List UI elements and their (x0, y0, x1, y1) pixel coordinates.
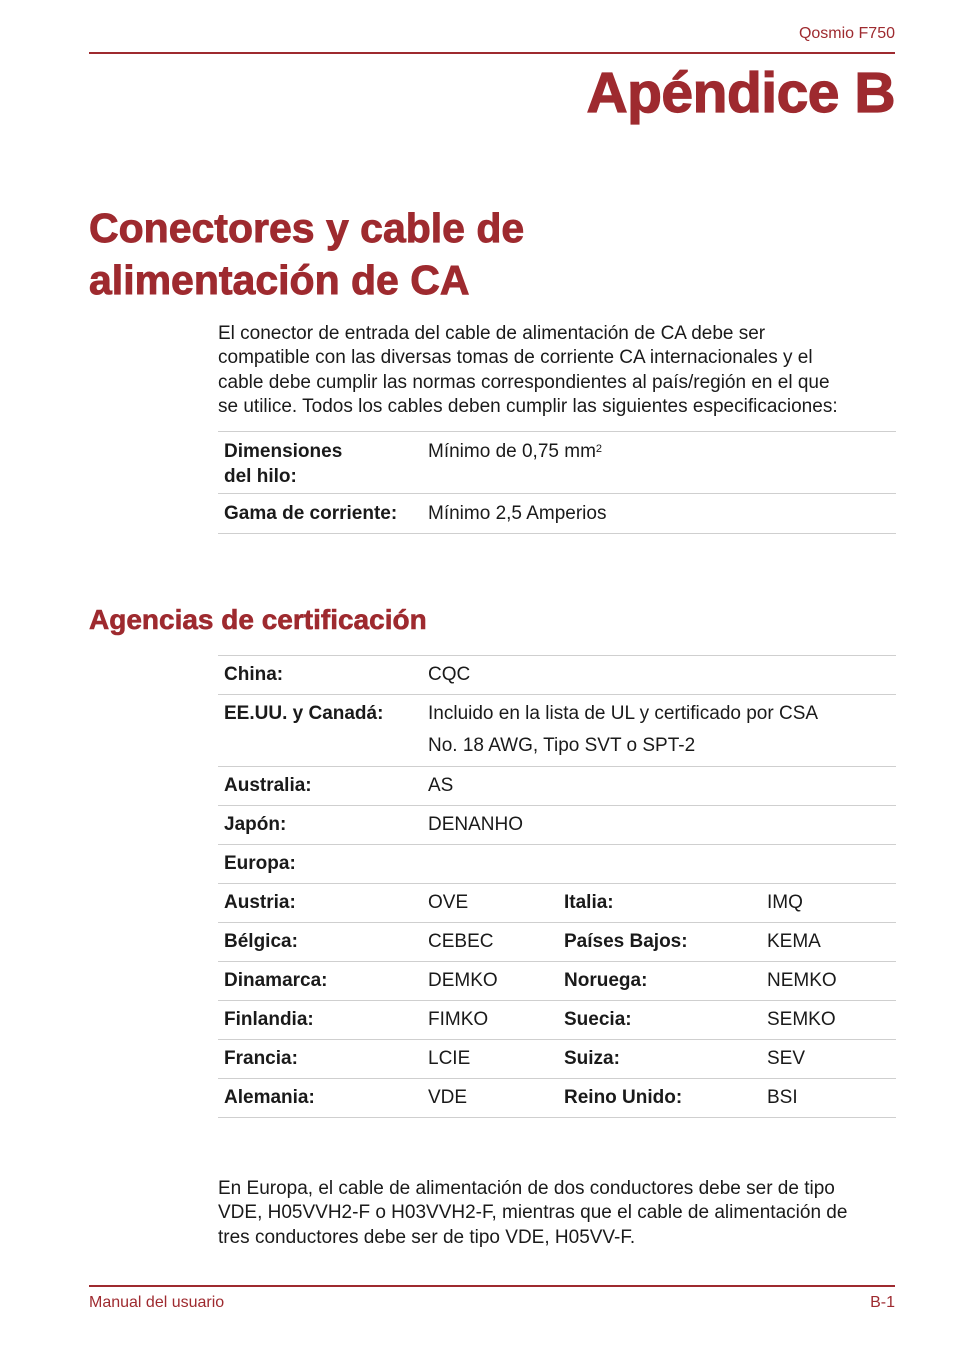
agency-value: DENANHO (422, 806, 896, 845)
country-label: China: (218, 656, 422, 695)
intro-line: cable debe cumplir las normas correspondientes al país/región en el que (218, 371, 830, 393)
spec-value (422, 432, 896, 494)
country-label: Italia: (558, 884, 761, 923)
agency-value: VDE (422, 1079, 558, 1118)
section-title-line: alimentación de CA (89, 257, 470, 303)
table-row (218, 494, 896, 534)
agency-value: CEBEC (422, 923, 558, 962)
spec-value: Mínimo 2,5 Amperios (422, 494, 896, 534)
spec-table (218, 431, 896, 534)
table-row (218, 806, 896, 845)
table-row (218, 695, 896, 767)
agency-value-line: No. 18 AWG, Tipo SVT o SPT-2 (428, 735, 696, 756)
country-label: Dinamarca: (218, 962, 422, 1001)
table-row (218, 656, 896, 695)
country-label: Suecia: (558, 1001, 761, 1040)
spec-label (218, 432, 422, 494)
certification-table (218, 655, 896, 1118)
country-label: Países Bajos: (558, 923, 761, 962)
country-label: Australia: (218, 767, 422, 806)
intro-paragraph (218, 322, 898, 419)
country-label: EE.UU. y Canadá: (218, 695, 422, 767)
certification-title: Agencias de certificación (89, 604, 427, 635)
country-label: Reino Unido: (558, 1079, 761, 1118)
agency-value: FIMKO (422, 1001, 558, 1040)
agency-value: CQC (422, 656, 896, 695)
country-label: Europa: (218, 845, 422, 884)
header-rule (89, 52, 895, 54)
country-label: Alemania: (218, 1079, 422, 1118)
agency-value: DEMKO (422, 962, 558, 1001)
intro-line: El conector de entrada del cable de alimentación de CA debe ser (218, 323, 766, 344)
table-row (218, 845, 896, 884)
country-label: Suiza: (558, 1040, 761, 1079)
europe-note-paragraph (218, 1177, 898, 1250)
appendix-title: Apéndice B (586, 61, 895, 125)
spec-label: Gama de corriente: (218, 494, 422, 534)
agency-value: AS (422, 767, 896, 806)
table-row (218, 432, 896, 494)
agency-value: KEMA (761, 923, 896, 962)
table-row (218, 923, 896, 962)
agency-value (422, 845, 896, 884)
agency-value: OVE (422, 884, 558, 923)
agency-value: BSI (761, 1079, 896, 1118)
table-row (218, 1079, 896, 1118)
agency-value (422, 695, 896, 767)
footer-page-number: B-1 (870, 1294, 895, 1311)
section-title-line: Conectores y cable de (89, 205, 525, 251)
agency-value: SEMKO (761, 1001, 896, 1040)
country-label: Finlandia: (218, 1001, 422, 1040)
country-label: Noruega: (558, 962, 761, 1001)
intro-line: compatible con las diversas tomas de corriente CA internacionales y el (218, 347, 813, 369)
table-row (218, 1040, 896, 1079)
table-row (218, 962, 896, 1001)
spec-label-line: Dimensiones (224, 441, 343, 462)
footer-manual-label: Manual del usuario (89, 1294, 225, 1311)
header-product-name: Qosmio F750 (798, 25, 895, 42)
spec-value-text: Mínimo de 0,75 mm (428, 441, 596, 462)
intro-line: se utilice. Todos los cables deben cumplir las siguientes especificaciones: (218, 395, 838, 417)
spec-label-line: del hilo: (224, 466, 297, 487)
country-label: Francia: (218, 1040, 422, 1079)
table-row (218, 884, 896, 923)
europe-note-line: tres conductores debe ser de tipo VDE, H05VV-F. (218, 1226, 636, 1248)
country-label: Japón: (218, 806, 422, 845)
agency-value: SEV (761, 1040, 896, 1079)
country-label: Bélgica: (218, 923, 422, 962)
agency-value: IMQ (761, 884, 896, 923)
section-title (89, 202, 849, 306)
agency-value: LCIE (422, 1040, 558, 1079)
spec-value-superscript: 2 (595, 443, 603, 455)
table-row (218, 1001, 896, 1040)
europe-note-line: En Europa, el cable de alimentación de dos conductores debe ser de tipo (218, 1178, 835, 1199)
agency-value: NEMKO (761, 962, 896, 1001)
europe-note-line: VDE, H05VVH2-F o H03VVH2-F, mientras que el cable de alimentación de (218, 1202, 848, 1224)
table-row (218, 767, 896, 806)
country-label: Austria: (218, 884, 422, 923)
agency-value-line: Incluido en la lista de UL y certificado por CSA (428, 703, 819, 724)
footer-rule (89, 1285, 895, 1287)
